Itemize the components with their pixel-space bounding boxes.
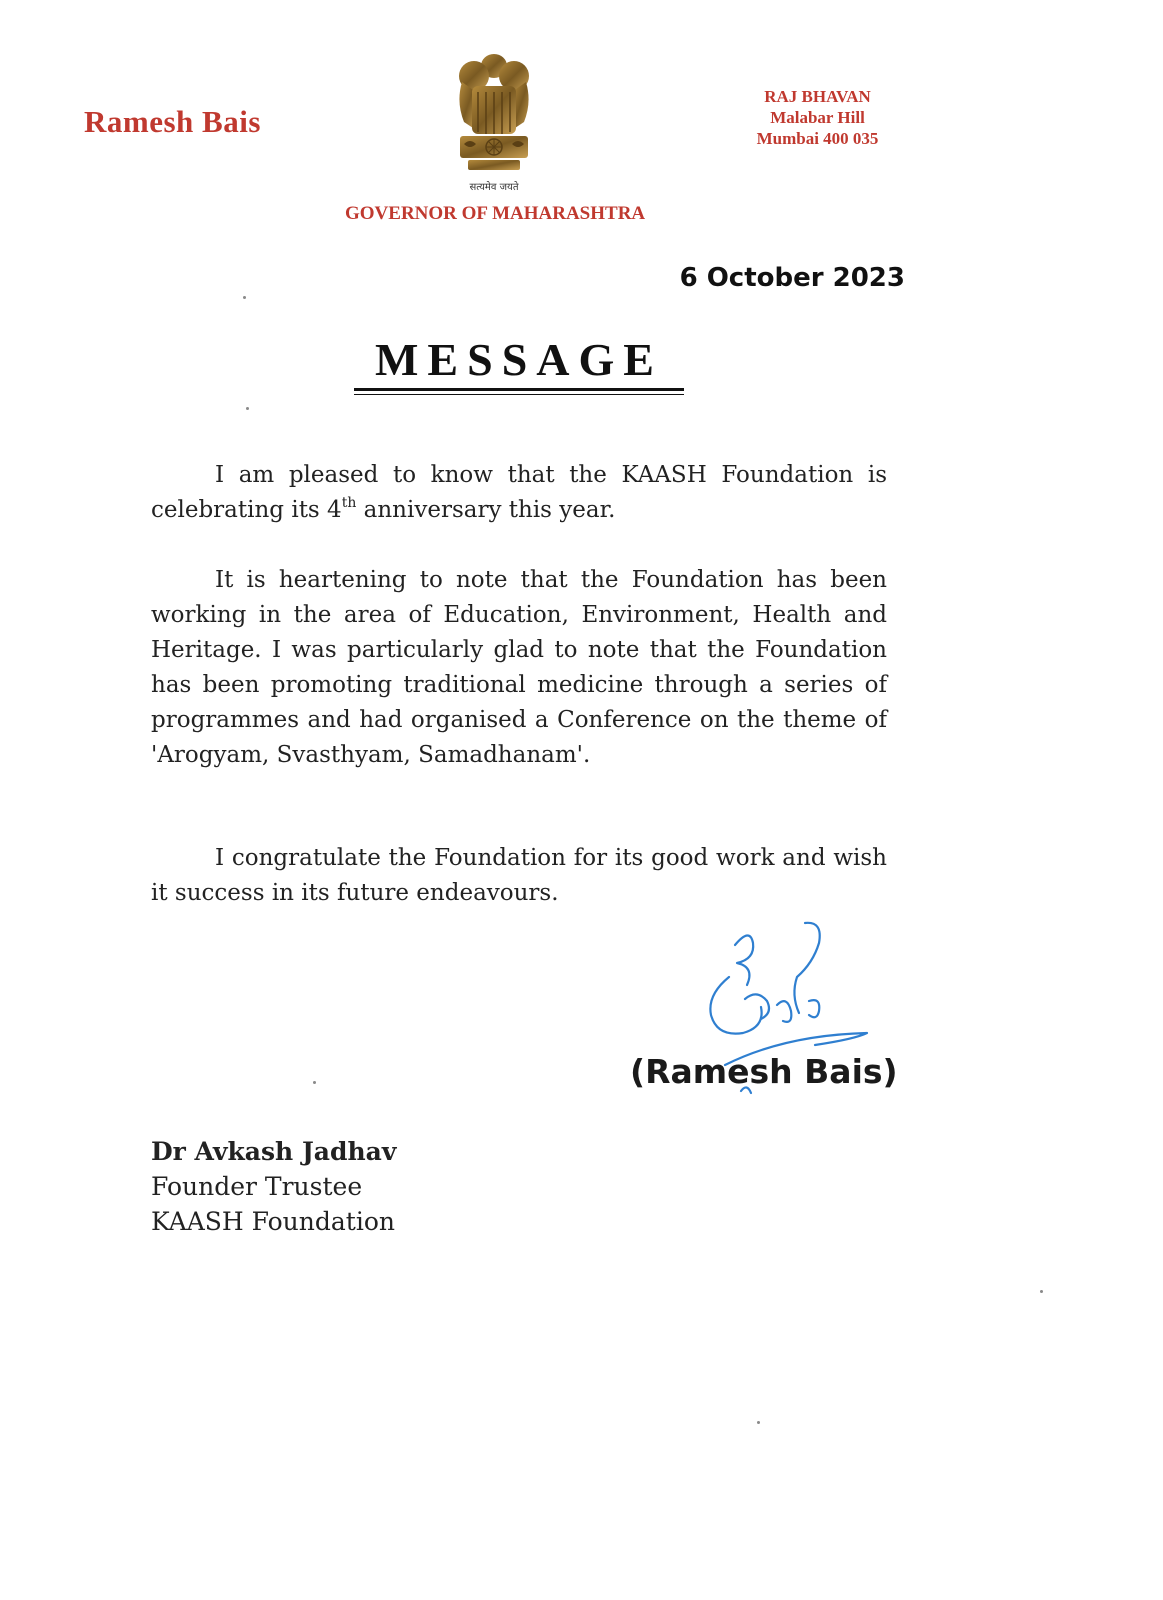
designation: GOVERNOR OF MAHARASHTRA bbox=[345, 203, 646, 224]
sender-name: Ramesh Bais bbox=[84, 104, 261, 139]
body-paragraph-1 bbox=[151, 458, 887, 528]
p1-text-end: anniversary this year. bbox=[356, 497, 616, 523]
scan-speck bbox=[757, 1421, 760, 1424]
address-block bbox=[735, 86, 900, 149]
national-emblem-icon bbox=[446, 52, 542, 198]
p3-text: I congratulate the Foundation for its good work and wish it success in its future endeavours. bbox=[151, 845, 887, 906]
recipient-name: Dr Avkash Jadhav bbox=[151, 1137, 397, 1166]
emblem-motto: सत्यमेव जयते bbox=[469, 182, 519, 193]
recipient-organization: KAASH Foundation bbox=[151, 1207, 395, 1236]
body-paragraph-3 bbox=[151, 841, 887, 911]
scan-speck bbox=[1040, 1290, 1043, 1293]
scan-speck bbox=[313, 1081, 316, 1084]
address-line-2: Malabar Hill bbox=[770, 108, 865, 127]
signer-name: (Ramesh Bais) bbox=[630, 1052, 898, 1091]
p1-superscript: th bbox=[341, 495, 357, 511]
recipient-block bbox=[151, 1134, 396, 1239]
message-title: MESSAGE bbox=[354, 333, 684, 391]
p2-text: It is heartening to note that the Foundation has been working in the area of Education, Environment, Health and Heritage. I was particularly glad to note that the Foundation has been promoting traditional medicine through a series of programmes and had organised a Conference on the theme of 'Arogyam, Svasthyam, Samadhanam'. bbox=[151, 567, 887, 768]
body-paragraph-2 bbox=[151, 563, 887, 773]
address-line-3: Mumbai 400 035 bbox=[756, 129, 879, 148]
recipient-title: Founder Trustee bbox=[151, 1172, 363, 1201]
address-line-1: RAJ BHAVAN bbox=[764, 87, 871, 106]
scan-speck bbox=[243, 296, 246, 299]
scan-speck bbox=[246, 407, 249, 410]
letter-date: 6 October 2023 bbox=[679, 263, 905, 293]
p1-text-start: I am pleased to know that the KAASH Foundation is celebrating its 4 bbox=[151, 462, 887, 523]
